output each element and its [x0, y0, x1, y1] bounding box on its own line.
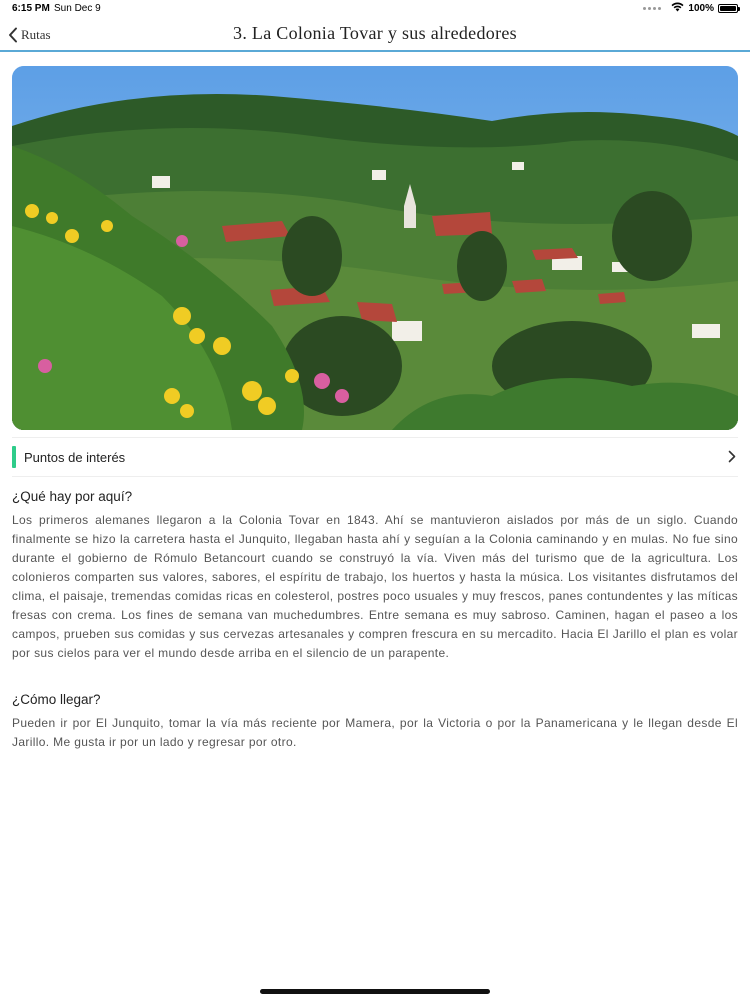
- points-of-interest-row[interactable]: [12, 437, 738, 477]
- chevron-right-icon: [728, 450, 736, 463]
- home-indicator[interactable]: [260, 989, 490, 994]
- section-title-how-to-get: ¿Cómo llegar?: [12, 692, 101, 707]
- battery-icon: [718, 4, 738, 13]
- battery-percent: 100%: [688, 3, 714, 14]
- section-body-whats-here: Los primeros alemanes llegaron a la Colonia Tovar en 1843. Ahí se mantuvieron aislados por más de un siglo. Cuando finalmente se hizo la carretera hasta el Junquito, llegaban hasta ahí y seguían a la Colonia caminando y en mulas. No fue sino durante el gobierno de Rómulo Betancourt cuando se construyó la vía. Viven más del turismo que de la agricultura. Los colonieros comparten sus valores, sabores, el espíritu de trabajo, los huertos y hasta la música. Los visitantes disfrutamos del clima, el paisaje, tremendas comidas ricas en colesterol, postres poco usuales y muy frescos, panes contundentes y las míticas fresas con crema. Los fines de semana van muchedumbres. Entre semana es muy sabroso. Caminen, hagan el paseo a los campos, prueben sus comidas y sus cervezas artesanales y compren frescura en su mercadito. Hacia El Jarillo el plan es volar por sus cielos para ver el mundo desde arriba en el silencio de un parapente.: [12, 513, 738, 660]
- wifi-icon: [671, 2, 684, 15]
- battery-fill: [720, 6, 736, 11]
- multitasking-dots-icon: [643, 7, 661, 10]
- back-button-label: Rutas: [21, 27, 51, 42]
- points-of-interest-label: Puntos de interés: [24, 449, 126, 465]
- status-bar: [0, 0, 750, 18]
- hero-image: [12, 66, 738, 430]
- section-body-how-to-get: Pueden ir por El Junquito, tomar la vía más reciente por Mamera, por la Victoria o por la Panamericana y le llegan desde El Jarillo. Me gusta ir por un lado y regresar por otro.: [12, 716, 738, 749]
- navigation-bar: [0, 18, 750, 52]
- landscape-photo-icon: [12, 66, 738, 430]
- status-time: 6:15 PM: [12, 3, 50, 14]
- status-right: [643, 2, 738, 15]
- accent-bar: [12, 446, 16, 468]
- section-title-whats-here: ¿Qué hay por aquí?: [12, 489, 133, 504]
- status-date: Sun Dec 9: [54, 3, 101, 14]
- page-title: 3. La Colonia Tovar y sus alrededores: [233, 23, 517, 43]
